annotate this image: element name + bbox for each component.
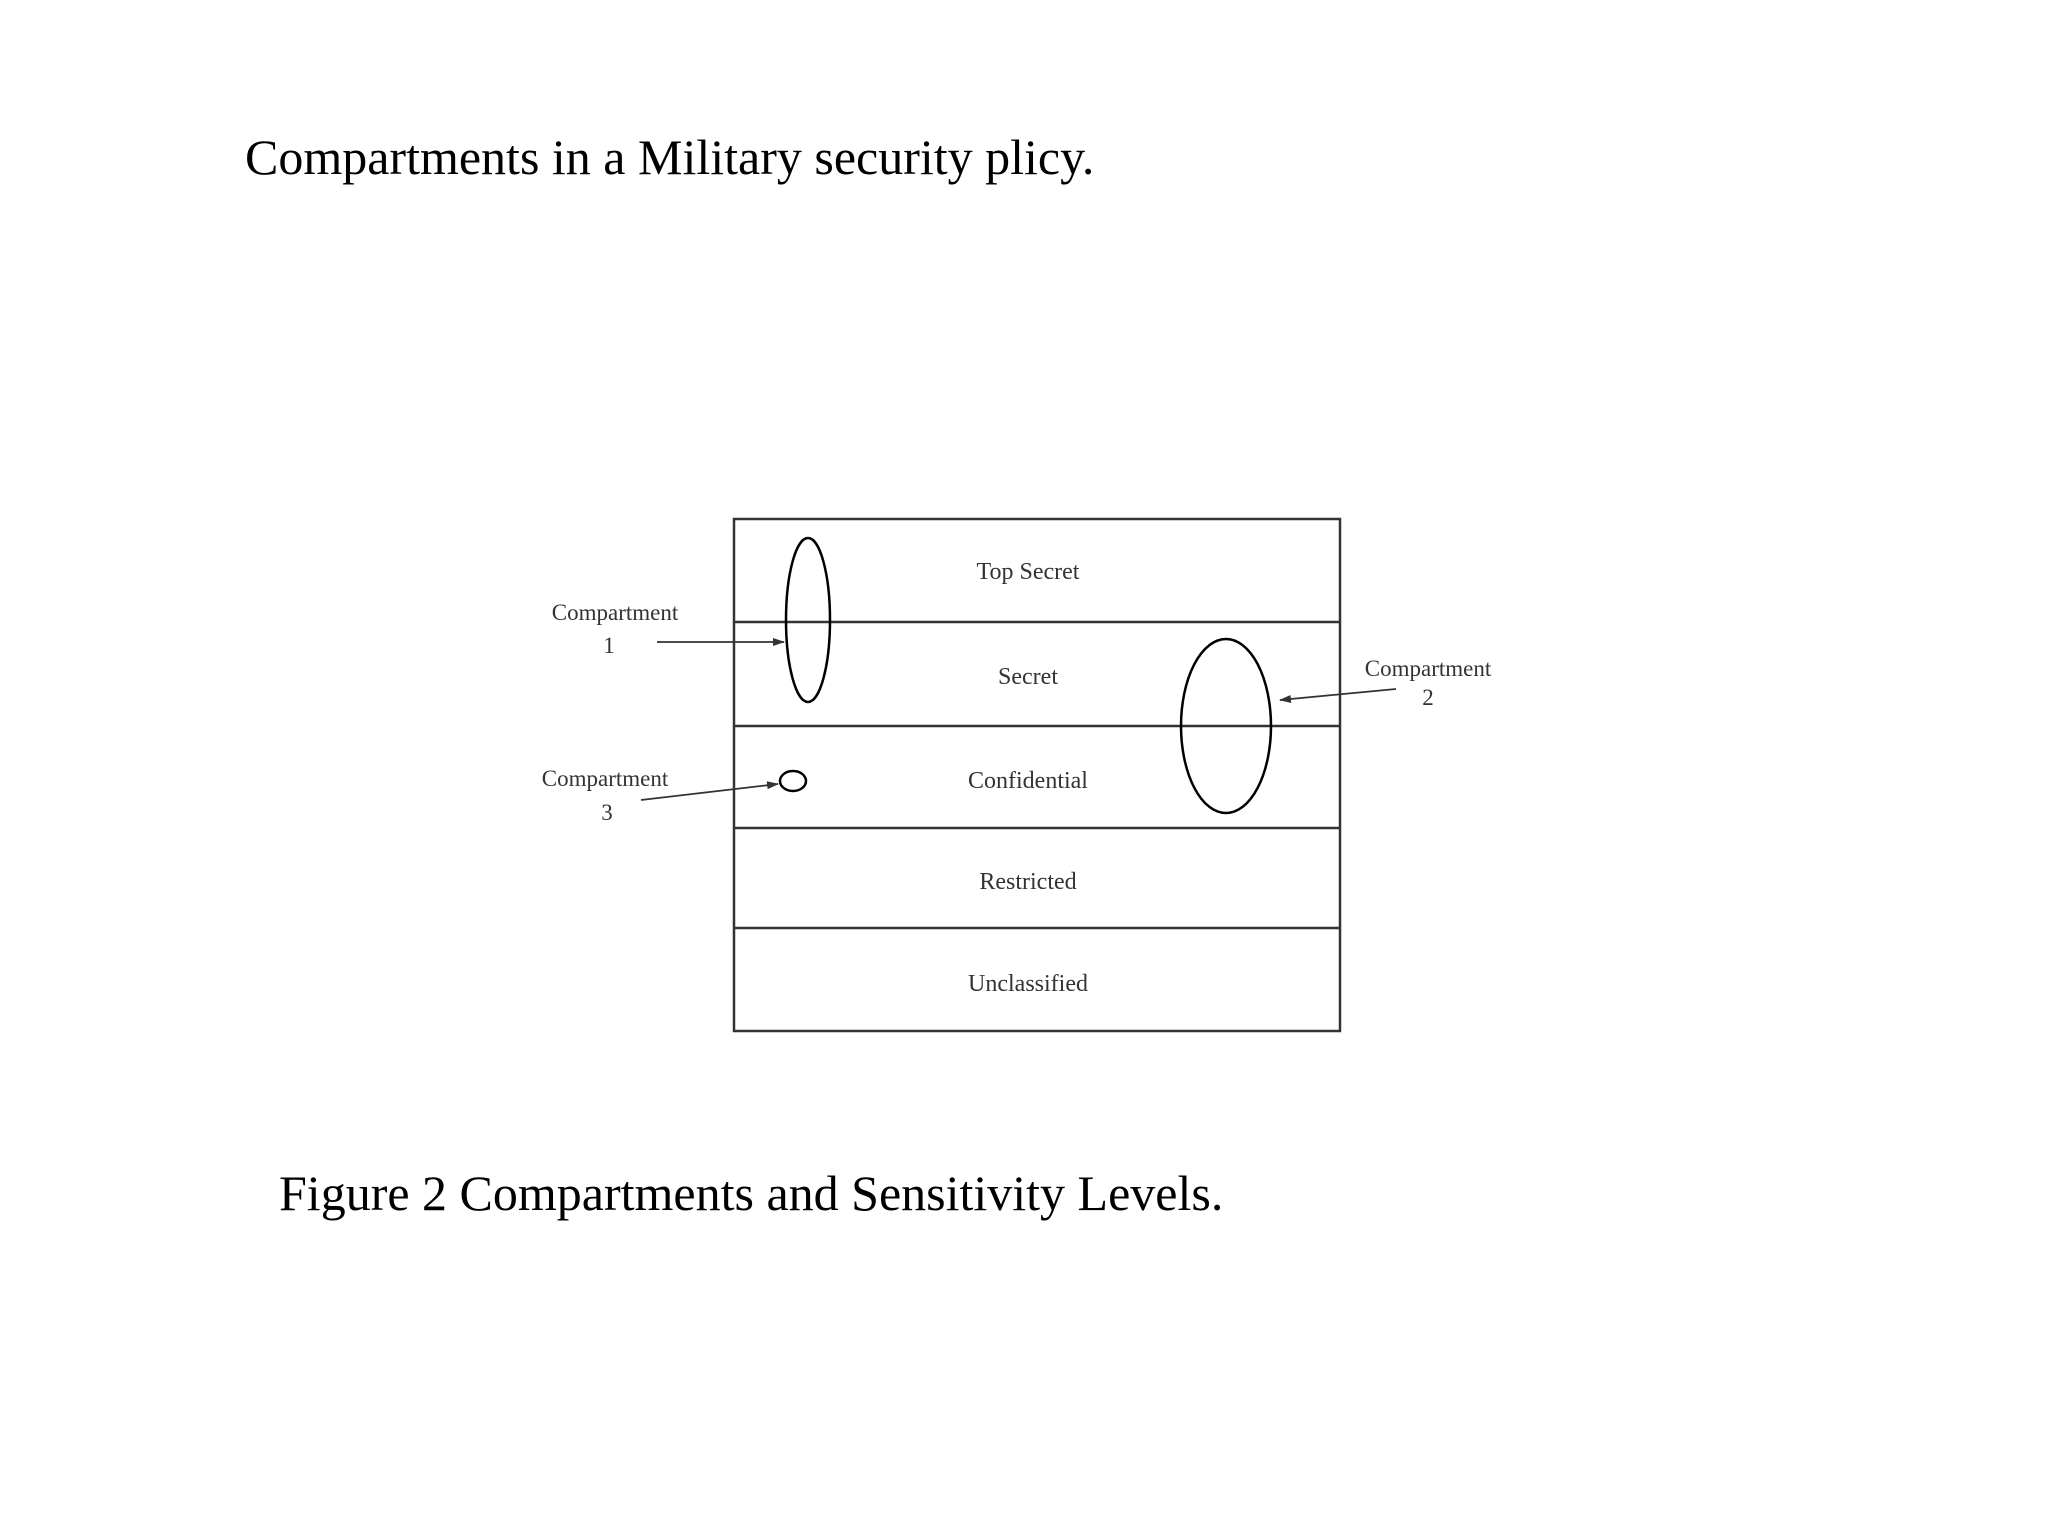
compartment-1-ellipse [786,538,830,702]
level-label-restricted: Restricted [979,869,1077,895]
compartment-2-arrow [1280,689,1396,700]
level-label-unclassified: Unclassified [968,971,1088,997]
compartment-2-label: Compartment [1364,656,1492,681]
figure-caption: Figure 2 Compartments and Sensitivity Levels. [279,1165,1224,1221]
compartment-3-number: 3 [601,800,613,825]
compartment-3-ellipse [780,771,806,791]
compartment-1-label: Compartment [551,600,679,625]
compartment-3-label: Compartment [541,766,669,791]
level-label-top-secret: Top Secret [976,559,1080,585]
page-title: Compartments in a Military security plicy. [245,129,1095,185]
compartment-1-number: 1 [603,633,615,658]
compartment-2-number: 2 [1422,685,1434,710]
level-label-secret: Secret [998,664,1058,690]
level-label-confidential: Confidential [968,768,1088,794]
